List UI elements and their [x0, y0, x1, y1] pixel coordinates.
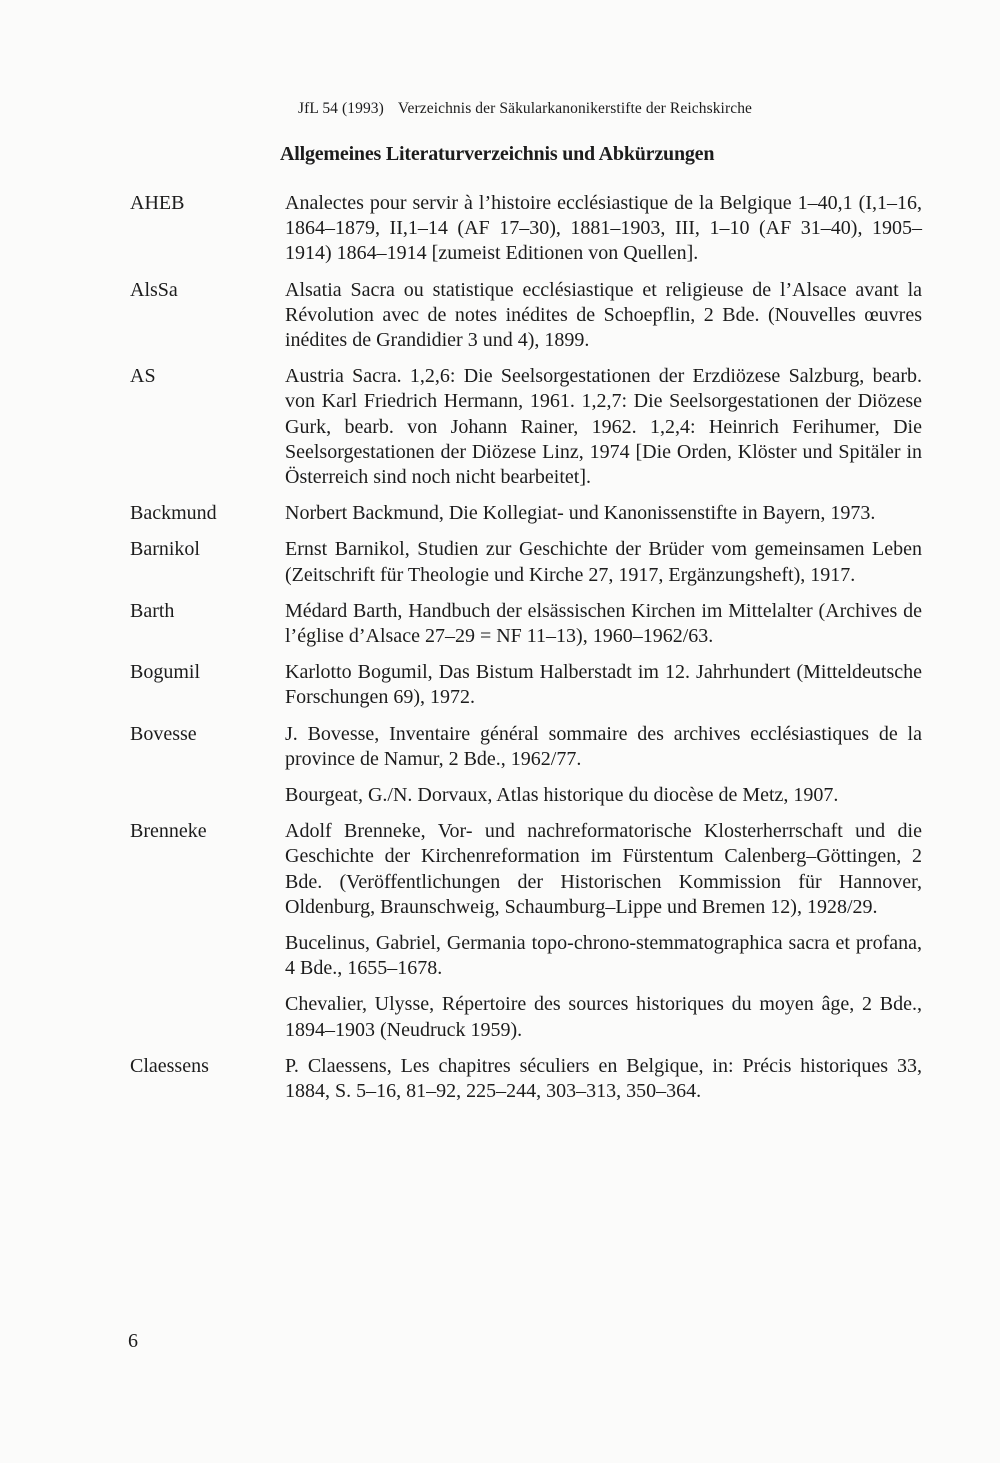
bibliography-entry: [130, 783, 922, 808]
entry-citation: Bourgeat, G./N. Dorvaux, Atlas historique du diocèse de Metz, 1907.: [285, 784, 839, 807]
journal-reference: JfL 54 (1993): [297, 100, 384, 117]
section-title: Allgemeines Literaturverzeichnis und Abkürzungen: [280, 143, 715, 165]
bibliography-entry: [130, 819, 922, 920]
entry-citation: Médard Barth, Handbuch der elsässischen Kirchen im Mittelalter (Archives de l’église d’Alsace 27–29 = NF 11–13), 1960–1962/63.: [285, 599, 922, 648]
entry-abbreviation: AS: [130, 365, 156, 388]
bibliography-entry: [130, 278, 922, 354]
entry-abbreviation: Barth: [130, 599, 175, 622]
entry-citation: Bucelinus, Gabriel, Germania topo-chrono-stemmatographica sacra et profana, 4 Bde., 1655–1678.: [285, 932, 922, 980]
bibliography-list: [130, 191, 922, 1115]
running-title: Verzeichnis der Säkularkanonikerstifte der Reichskirche: [397, 100, 753, 117]
entry-citation: Austria Sacra. 1,2,6: Die Seelsorgestationen der Erzdiözese Salzburg, bearb. von Karl Friedrich Hermann, 1961. 1,2,7: Die Seelsorgestationen der Diözese Gurk, bearb. von Johann Rainer, 1962. 1,2,4: Heinrich Ferihumer, Die Seelsorgestationen der Diözese Linz, 1974 [Die Orden, Klöster und Spitäler in Österreich sind noch nicht bearbeitet].: [285, 365, 922, 489]
entry-abbreviation: Brenneke: [130, 820, 207, 843]
entry-abbreviation: Barnikol: [130, 538, 200, 561]
bibliography-entry: [130, 992, 922, 1042]
entry-citation: Ernst Barnikol, Studien zur Geschichte der Brüder vom gemeinsamen Leben (Zeitschrift für Theologie und Kirche 27, 1917, Ergänzungsheft), 1917.: [285, 538, 922, 586]
entry-citation: Norbert Backmund, Die Kollegiat- und Kanonissenstifte in Bayern, 1973.: [285, 502, 876, 525]
bibliography-entry: [130, 931, 922, 981]
entry-citation: Analectes pour servir à l’histoire ecclésiastique de la Belgique 1–40,1 (I,1–16, 1864–1879, II,1–14 (AF 17–30), 1881–1903, III, 1–10 (AF 31–40), 1905–1914) 1864–1914 [zumeist Editionen von Quellen].: [285, 192, 922, 265]
page-number: 6: [128, 1330, 138, 1352]
entry-abbreviation: Backmund: [130, 502, 217, 525]
entry-citation: Adolf Brenneke, Vor- und nachreformatorische Klosterherrschaft und die Geschichte der Kirchenreformation im Fürstentum Calenberg–Göttingen, 2 Bde. (Veröffentlichungen der Historischen Kommission für Hannover, Oldenburg, Braunschweig, Schaumburg–Lippe und Bremen 12), 1928/29.: [285, 820, 922, 918]
running-head: [0, 100, 1000, 118]
bibliography-entry: [130, 191, 922, 267]
bibliography-entry: [130, 660, 922, 710]
entry-abbreviation: AlsSa: [130, 278, 178, 301]
entry-citation: Chevalier, Ulysse, Répertoire des sources historiques du moyen âge, 2 Bde., 1894–1903 (Neudruck 1959).: [285, 993, 922, 1041]
bibliography-entry: [130, 364, 922, 490]
bibliography-entry: [130, 1054, 922, 1104]
entry-citation: Alsatia Sacra ou statistique ecclésiastique et religieuse de l’Alsace avant la Révolution avec de notes inédites de Schoepflin, 2 Bde. (Nouvelles œuvres inédites de Grandidier 3 und 4), 1899.: [285, 278, 922, 352]
entry-citation: P. Claessens, Les chapitres séculiers en Belgique, in: Précis historiques 33, 1884, S. 5–16, 81–92, 225–244, 303–313, 350–364.: [285, 1054, 922, 1103]
entry-abbreviation: [130, 931, 285, 981]
entry-citation: J. Bovesse, Inventaire général sommaire des archives ecclésiastiques de la province de Namur, 2 Bde., 1962/77.: [285, 722, 922, 770]
entry-abbreviation: [130, 992, 285, 1042]
entry-abbreviation: Bovesse: [130, 722, 197, 745]
bibliography-entry: [130, 722, 922, 772]
entry-abbreviation: Bogumil: [130, 661, 201, 684]
bibliography-entry: [130, 501, 922, 526]
entry-abbreviation: [130, 783, 285, 808]
bibliography-entry: [130, 537, 922, 587]
entry-abbreviation: AHEB: [130, 192, 185, 214]
entry-citation: Karlotto Bogumil, Das Bistum Halberstadt im 12. Jahrhundert (Mitteldeutsche Forschungen 69), 1972.: [285, 661, 922, 709]
entry-abbreviation: Claessens: [130, 1054, 209, 1077]
bibliography-entry: [130, 599, 922, 649]
